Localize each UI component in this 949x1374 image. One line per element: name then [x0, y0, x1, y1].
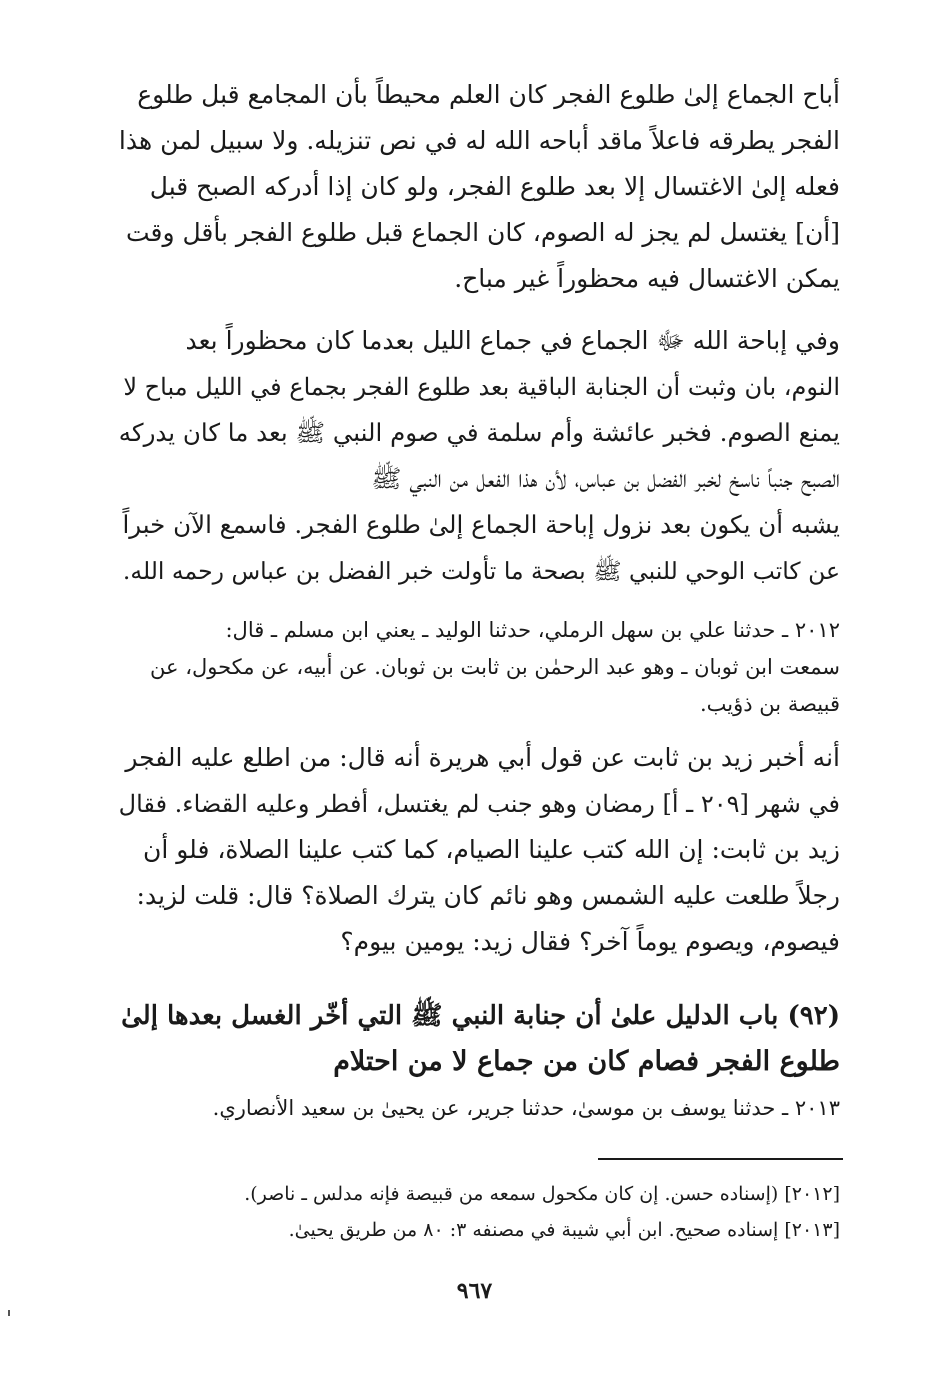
footnote: [٢٠١٢] (إسناده حسن. إن كان مكحول سمعه من قبيصة فإنه مدلس ـ ناصر).	[244, 1183, 840, 1205]
text-line: يشبه أن يكون بعد نزول إباحة الجماع إلىٰ طلوع الفجر. فاسمع الآن خبراً	[122, 510, 840, 539]
heading-line: طلوع الفجر فصام كان من جماع لا من احتلام	[333, 1046, 840, 1077]
margin-mark	[8, 1310, 10, 1316]
text-line: الفجر يطرقه فاعلاً ماقد أباحه الله له في نص تنزيله. ولا سبيل لمن هذا	[118, 126, 840, 155]
text-line: الصبح جنباً ناسخ لخبر الفضل بن عباس، لأن هذا الفعل من النبي ﷺ	[371, 464, 840, 493]
text-line: يمكن الاغتسال فيه محظوراً غير مباح.	[454, 264, 840, 293]
hadith-2013-chain	[110, 1090, 840, 1127]
heading-line: (٩٢) باب الدليل علىٰ أن جنابة النبي ﷺ التي أخّر الغسل بعدها إلىٰ	[121, 1001, 840, 1031]
text-line: فعله إلىٰ الاغتسال إلا بعد طلوع الفجر، ولو كان إذا أدركه الصبح قبل	[149, 172, 840, 201]
page-number: ٩٦٧	[456, 1278, 493, 1304]
text-line: أباح الجماع إلىٰ طلوع الفجر كان العلم محيطاً بأن المجامع قبل طلوع	[137, 80, 840, 109]
text-line: النوم، بان وثبت أن الجنابة الباقية بعد طلوع الفجر بجماع في الليل مباح لا	[123, 373, 840, 401]
footnotes	[110, 1176, 840, 1248]
text-line: قبيصة بن ذؤيب.	[700, 692, 840, 716]
paragraph-1	[110, 72, 840, 302]
text-line: ٢٠١٢ ـ حدثنا علي بن سهل الرملي، حدثنا الوليد ـ يعني ابن مسلم ـ قال:	[225, 618, 840, 642]
paragraph-2	[110, 318, 840, 594]
paragraph-3	[110, 735, 840, 965]
text-line: في شهر [٢٠٩ ـ أ] رمضان وهو جنب لم يغتسل، أفطر وعليه القضاء. فقال	[118, 790, 840, 818]
text-line: زيد بن ثابت: إن الله كتب علينا الصيام، كما كتب علينا الصلاة، فلو أن	[143, 835, 840, 864]
text-line: يمنع الصوم. فخبر عائشة وأم سلمة في صوم النبي ﷺ بعد ما كان يدركه	[118, 418, 840, 447]
footnote: [٢٠١٣] إسناده صحيح. ابن أبي شيبة في مصنفه ٣: ٨٠ من طريق يحيىٰ.	[288, 1219, 840, 1241]
footnote-separator	[598, 1158, 843, 1160]
hadith-2012-chain	[110, 612, 840, 723]
chapter-heading	[110, 993, 840, 1085]
text-line: ٢٠١٣ ـ حدثنا يوسف بن موسىٰ، حدثنا جرير، عن يحيىٰ بن سعيد الأنصاري.	[212, 1096, 840, 1120]
text-line: رجلاً طلعت عليه الشمس وهو نائم كان يترك الصلاة؟ قال: قلت لزيد:	[136, 881, 840, 910]
text-line: فيصوم، ويصوم يوماً آخر؟ فقال زيد: يومين بيوم؟	[340, 927, 840, 956]
text-line: وفي إباحة الله ﷻ الجماع في جماع الليل بعدما كان محظوراً بعد	[185, 326, 840, 355]
text-line: أنه أخبر زيد بن ثابت عن قول أبي هريرة أنه قال: من اطلع عليه الفجر	[125, 743, 840, 772]
text-line: سمعت ابن ثوبان ـ وهو عبد الرحمٰن بن ثابت بن ثوبان. عن أبيه، عن مكحول، عن	[150, 655, 840, 679]
text-line: [أن] يغتسل لم يجز له الصوم، كان الجماع قبل طلوع الفجر بأقل وقت	[125, 218, 840, 247]
text-line: عن كاتب الوحي للنبي ﷺ بصحة ما تأولت خبر الفضل بن عباس رحمه الله.	[122, 557, 840, 585]
